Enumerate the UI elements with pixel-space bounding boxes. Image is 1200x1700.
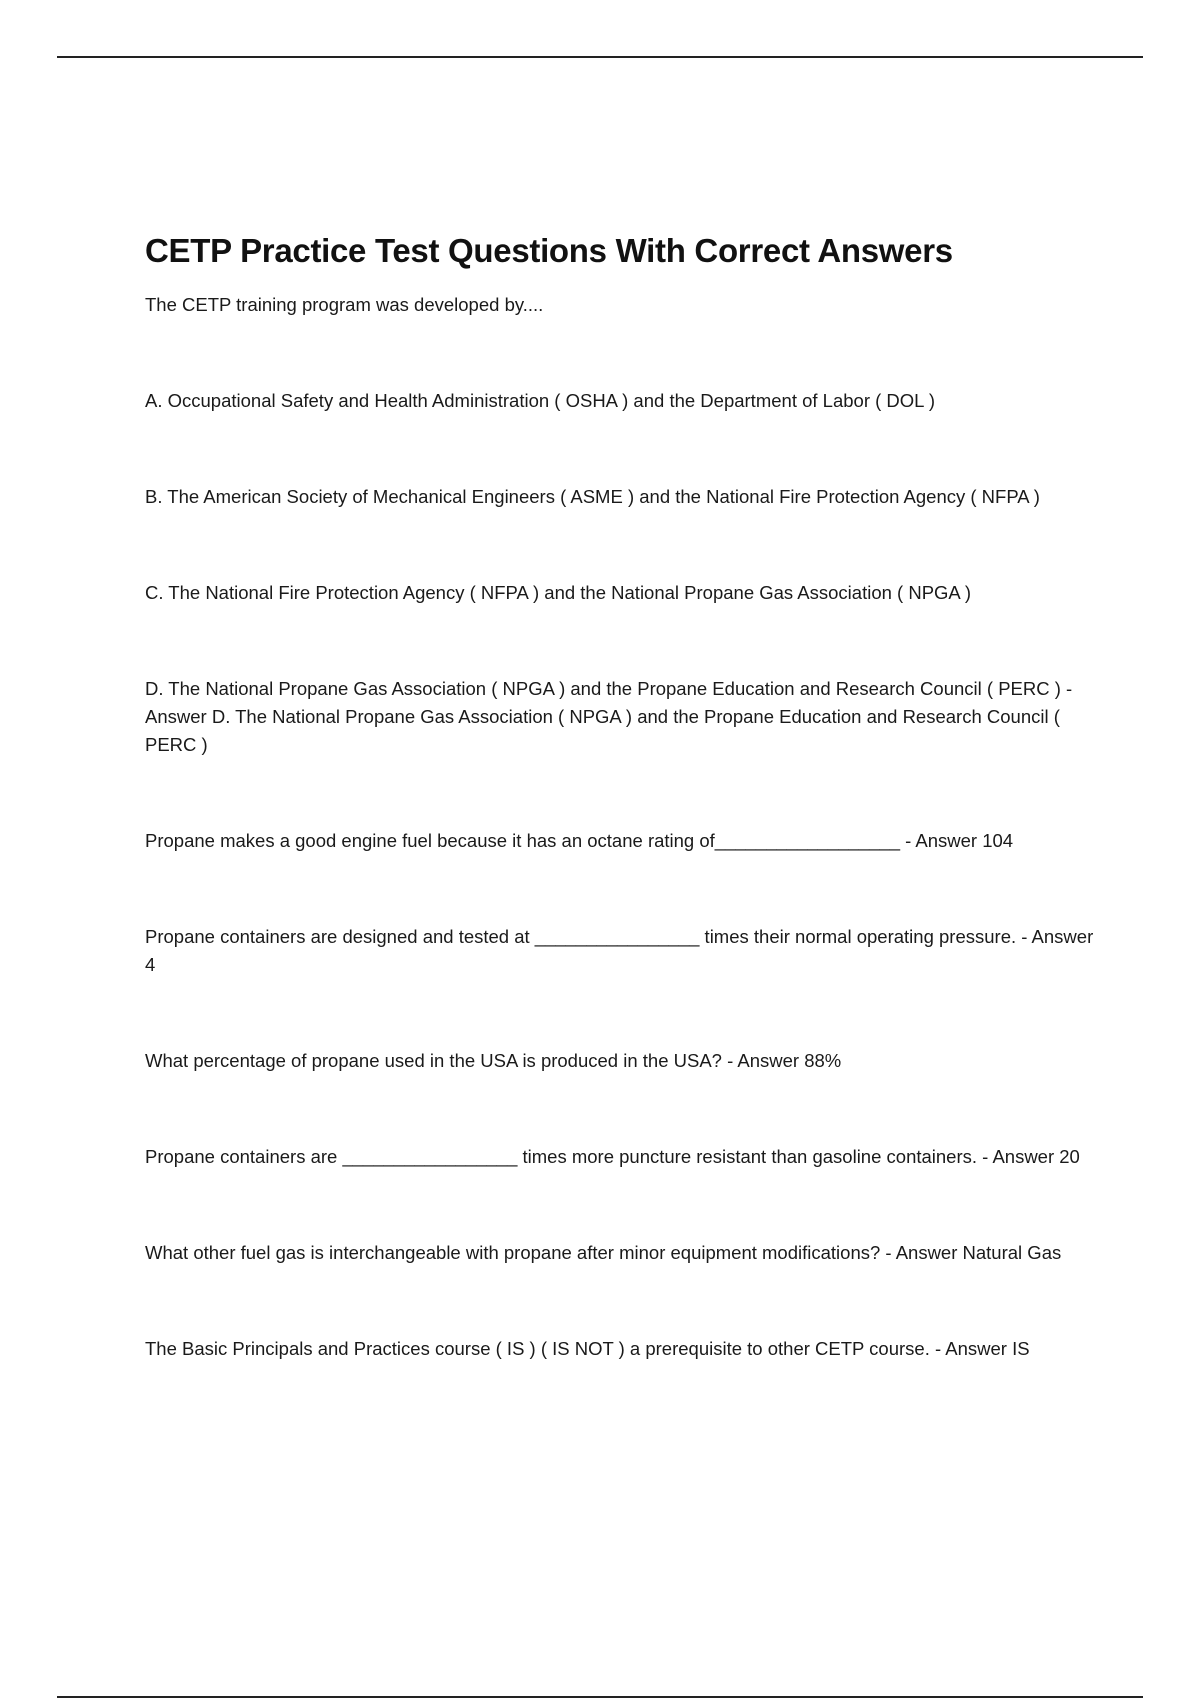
answer-option-a: A. Occupational Safety and Health Administration ( OSHA ) and the Department of Labor ( DOL )	[145, 390, 936, 411]
page-title: CETP Practice Test Questions With Correct Answers	[145, 232, 953, 269]
header-rule	[57, 56, 1143, 58]
question-usa-production: What percentage of propane used in the USA is produced in the USA? - Answer 88%	[145, 1050, 842, 1071]
answer-option-d: D. The National Propane Gas Association ( NPGA ) and the Propane Education and Research Council ( PERC ) - Answer D. The National Propane Gas Association ( NPGA ) and the Propane Education and Research Council ( PERC )	[145, 678, 1073, 755]
question-interchangeable-gas: What other fuel gas is interchangeable with propane after minor equipment modifications? - Answer Natural Gas	[145, 1242, 1062, 1263]
question-container-pressure: Propane containers are designed and tested at ________________ times their normal operating pressure. - Answer 4	[145, 926, 1094, 975]
footer-rule	[57, 1696, 1143, 1698]
answer-option-b: B. The American Society of Mechanical Engineers ( ASME ) and the National Fire Protection Agency ( NFPA )	[145, 486, 1040, 507]
document-body	[145, 226, 1100, 1363]
question-octane-rating: Propane makes a good engine fuel because it has an octane rating of__________________ - Answer 104	[145, 830, 1014, 851]
question-prerequisite-course: The Basic Principals and Practices course ( IS ) ( IS NOT ) a prerequisite to other CETP course. - Answer IS	[145, 1338, 1030, 1359]
question-intro: The CETP training program was developed by....	[145, 294, 544, 315]
question-puncture-resistance: Propane containers are _________________ times more puncture resistant than gasoline containers. - Answer 20	[145, 1146, 1080, 1167]
answer-option-c: C. The National Fire Protection Agency ( NFPA ) and the National Propane Gas Association ( NPGA )	[145, 582, 972, 603]
